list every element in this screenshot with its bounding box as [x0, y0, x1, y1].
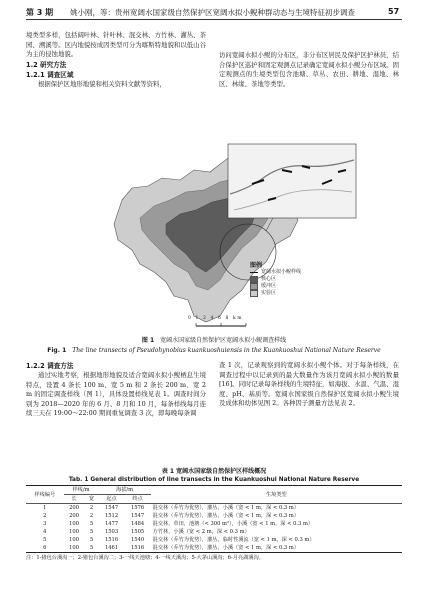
- figure-caption-en: Fig. 1 The line transects of Pseudohynobius kuankuoshuiensis in the Kuankuoshui National Nature Reserve: [47, 347, 381, 354]
- table-note: 注：1-猪包台溪沟一；2-猪包台溪沟二；3-一线天池塘；4-一线天溪沟；5-大茅山溪沟；6-月亮湖溪沟。: [26, 555, 264, 561]
- figure-caption-cn: 图 1 宽阔水国家级自然保护区宽阔水拟小鲵调查样线: [141, 337, 287, 344]
- map-legend: [250, 262, 350, 297]
- legend-item-transect: 宽阔水拟小鲵样线: [250, 269, 350, 276]
- right-column-bottom: [219, 361, 399, 409]
- legend-swatch-buffer: [250, 283, 258, 290]
- subsection-heading-area: 1.2.1 调查区域: [26, 70, 74, 79]
- table-row: 2 200 2 1512 1547 混交林（乔竹为优势），灌丛，小溪（宽 < 1 m，深 < 0.3 m）: [43, 513, 299, 519]
- legend-swatch-core: [250, 276, 258, 283]
- legend-line-swatch: [250, 272, 258, 274]
- table-1: [26, 467, 402, 562]
- table-row: 5 100 5 1516 1540 混交林（乔竹为优势），灌丛，临时性溪流（宽 < 1 m，深 < 0.3 m）: [43, 537, 315, 543]
- legend-title: 图例: [250, 262, 263, 269]
- legend-item-core: 核心区: [250, 276, 350, 283]
- header-rule: [26, 19, 402, 20]
- table-row: 6 100 5 1461 1516 混交林（乔竹为优势），灌丛，小溪（宽 < 1 m，深 < 0.3 m）: [26, 544, 402, 553]
- left-column-top: [26, 31, 206, 89]
- section-heading-methods: 1.2 研究方法: [26, 60, 67, 69]
- running-header: [0, 0, 427, 22]
- legend-item-experimental: 实验区: [250, 290, 350, 297]
- issue-number: 第 3 期: [26, 8, 54, 17]
- table-row: 4 100 5 1503 1505 方竹林，小溪（宽 < 2 m，深 < 0.3 m）: [43, 529, 250, 535]
- col-length: 长: [64, 495, 85, 504]
- scale-label: 0 1 2 4 6 8 km: [188, 316, 244, 321]
- running-title: 姚小刚，等：贵州宽阔水国家级自然保护区宽阔水拟小鲵种群动态与生境特征初步调查: [70, 8, 355, 17]
- col-altitude: 海拔/m: [99, 486, 151, 495]
- col-id: 样线编号: [26, 486, 64, 504]
- col-habitat: 生境类型: [151, 486, 402, 504]
- paragraph-survey: 通过实地考察，根据地形地貌及适合宽阔水拟小鲵栖息生境特点，设置 4 条长 100 m、宽 5 m 和 2 条长 200 m、宽 2 m 的固定调查样线（图 1），具体设置样线见表 1。调查时间分别为 2018—2020 年的 6 月、8 月和 10 月，每条样线每月连续三天在 19:00～22:00 期间重复调查 3 次，即每晚每条调: [26, 371, 206, 418]
- figure-1: [70, 140, 360, 330]
- right-column-top: [219, 51, 399, 89]
- col-end: 终点: [125, 495, 151, 504]
- table-header-row: [26, 486, 402, 495]
- col-start: 起点: [99, 495, 125, 504]
- col-size: 样线/m: [64, 486, 99, 495]
- col-width: 宽: [85, 495, 99, 504]
- subsection-heading-survey: 1.2.2 调查方法: [26, 362, 74, 370]
- legend-swatch-experimental: [250, 290, 258, 297]
- paragraph-records: 查 1 次，记录观察到的宽阔水拟小鲵个体。对于每条样线，在调查过程中以记录到的最大数量作为该月宽阔水拟小鲵的数量[16]。同时记录每条样线的生境特征，如海拔、水温、气温、湿度、pH、基质等。宽阔水国家级自然保护区宽阔水拟小鲵生境及成体和幼体见图 2。各种因子测量方法见表 2。: [219, 361, 399, 408]
- transect-table: [26, 485, 402, 553]
- page-number: 57: [388, 7, 400, 16]
- table-title-en: Tab. 1 General distribution of line transects in the Kuankuoshui National Nature Reserve: [68, 477, 360, 483]
- table-row: 1 200 2 1547 1576 混交林（乔竹为优势），灌丛，小溪（宽 < 1 m，深 < 0.3 m）: [43, 505, 299, 511]
- paragraph-habitat: 境类型多样，包括阔叶林、针叶林、混交林、方竹林、灌丛、茶园、溯溪等。区内地貌按成因类型可分为喀斯特地貌和以低山谷为主的侵蚀地貌。: [26, 31, 206, 59]
- paragraph-area: 根据保护区地形地貌和相关资料文献等资料，: [38, 79, 166, 88]
- table-title-cn: 表 1 宽阔水国家级自然保护区样线概况: [161, 468, 267, 475]
- paragraph-visits: 访问宽阔水拟小鲵的分布区，非分布区居民及保护区护林员，结合保护区巡护和固定观测点记录确定宽阔水拟小鲵分布区域。固定观测点的生境类型包含池塘、草丛、农田、耕地、湿地、林区、林缘、茶地等类型。: [219, 51, 399, 88]
- legend-item-buffer: 缓冲区: [250, 283, 350, 290]
- left-column-bottom: [26, 361, 206, 419]
- reserve-map: [70, 140, 360, 330]
- table-row: 3 100 5 1477 1484 混交林，草田，池塘（< 300 m²），小溪（宽 < 1 m，深 < 0.3 m）: [43, 521, 314, 527]
